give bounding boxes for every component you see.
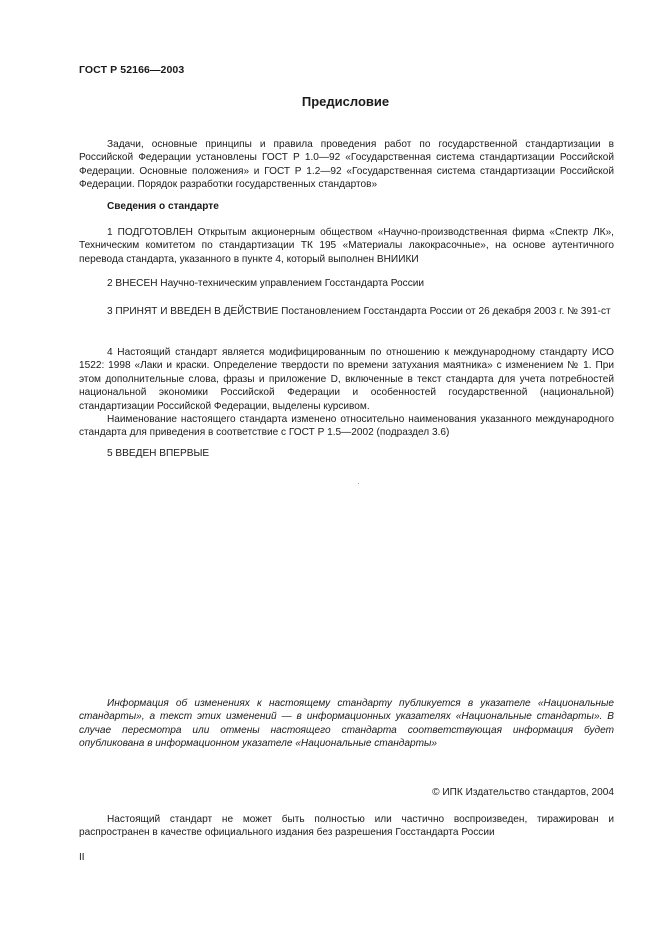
standard-info-heading: Сведения о стандарте: [107, 201, 219, 212]
page-number: II: [79, 852, 85, 863]
intro-section: [79, 138, 614, 192]
item-3-paragraph: 3 ПРИНЯТ И ВВЕДЕН В ДЕЙСТВИЕ Постановлением Госстандарта России от 26 декабря 2003 г. № 391-ст: [107, 306, 611, 317]
reproduction-notice-section: [79, 813, 614, 840]
page-title: Предисловие: [301, 94, 390, 109]
changes-info-paragraph: Информация об изменениях к настоящему стандарту публикуется в указателе «Национальные стандарты», а текст этих изменений — в информационных указателях «Национальные стандарты». В случае пересмотра или отмены настоящего стандарта соответствующая информация будет опубликована в информационном указателе «Национальные стандарты»: [79, 698, 614, 750]
item-1-section: [79, 226, 614, 266]
item-2-paragraph: 2 ВНЕСЕН Научно-техническим управлением Госстандарта России: [107, 278, 425, 289]
item-5-section: [79, 447, 614, 460]
reproduction-notice-paragraph: Настоящий стандарт не может быть полностью или частично воспроизведен, тиражирован и распространен в качестве официального издания без разрешения Госстандарта России: [79, 814, 614, 839]
standard-info-section: [79, 200, 614, 213]
copyright-line: © ИПК Издательство стандартов, 2004: [432, 787, 614, 798]
item-1-paragraph: 1 ПОДГОТОВЛЕН Открытым акционерным обществом «Научно-производственная фирма «Спектр ЛК», Техническим комитетом по стандартизации ТК 195 «Материалы лакокрасочные», на основе аутентичного перевода стандарта, указанного в пункте 4, который выполнен ВНИИКИ: [79, 227, 614, 265]
item-5-paragraph: 5 ВВЕДЕН ВПЕРВЫЕ: [107, 448, 210, 459]
item-4-note-paragraph: Наименование настоящего стандарта изменено относительно наименования указанного международного стандарта для приведения в соответствие с ГОСТ Р 1.5—2002 (подраздел 3.6): [79, 414, 614, 439]
intro-paragraph: Задачи, основные принципы и правила проведения работ по государственной стандартизации в Российской Федерации установлены ГОСТ Р 1.0—92 «Государственная система стандартизации Российской Федерации. Основные положения» и ГОСТ Р 1.2—92 «Государственная система стандартизации Российской Федерации. Порядок разработки государственных стандартов»: [79, 139, 614, 191]
document-code-header: ГОСТ Р 52166—2003: [79, 64, 185, 76]
item-2-section: [79, 277, 614, 290]
item-4-paragraph: 4 Настоящий стандарт является модифицированным по отношению к международному стандарту ИСО 1522: 1998 «Лаки и краски. Определение твердости по времени затухания маятника» с изменением № 1. При этом дополнительные слова, фразы и приложение D, включенные в текст стандарта для учета потребностей национальной экономики Российской Федерации и особенностей государственной (национальной) стандартизации Российской Федерации, выделены курсивом.: [79, 347, 614, 412]
speck: [358, 483, 359, 484]
item-3-section: [79, 305, 614, 318]
changes-info-section: [79, 697, 614, 751]
item-4-section: [79, 346, 614, 440]
